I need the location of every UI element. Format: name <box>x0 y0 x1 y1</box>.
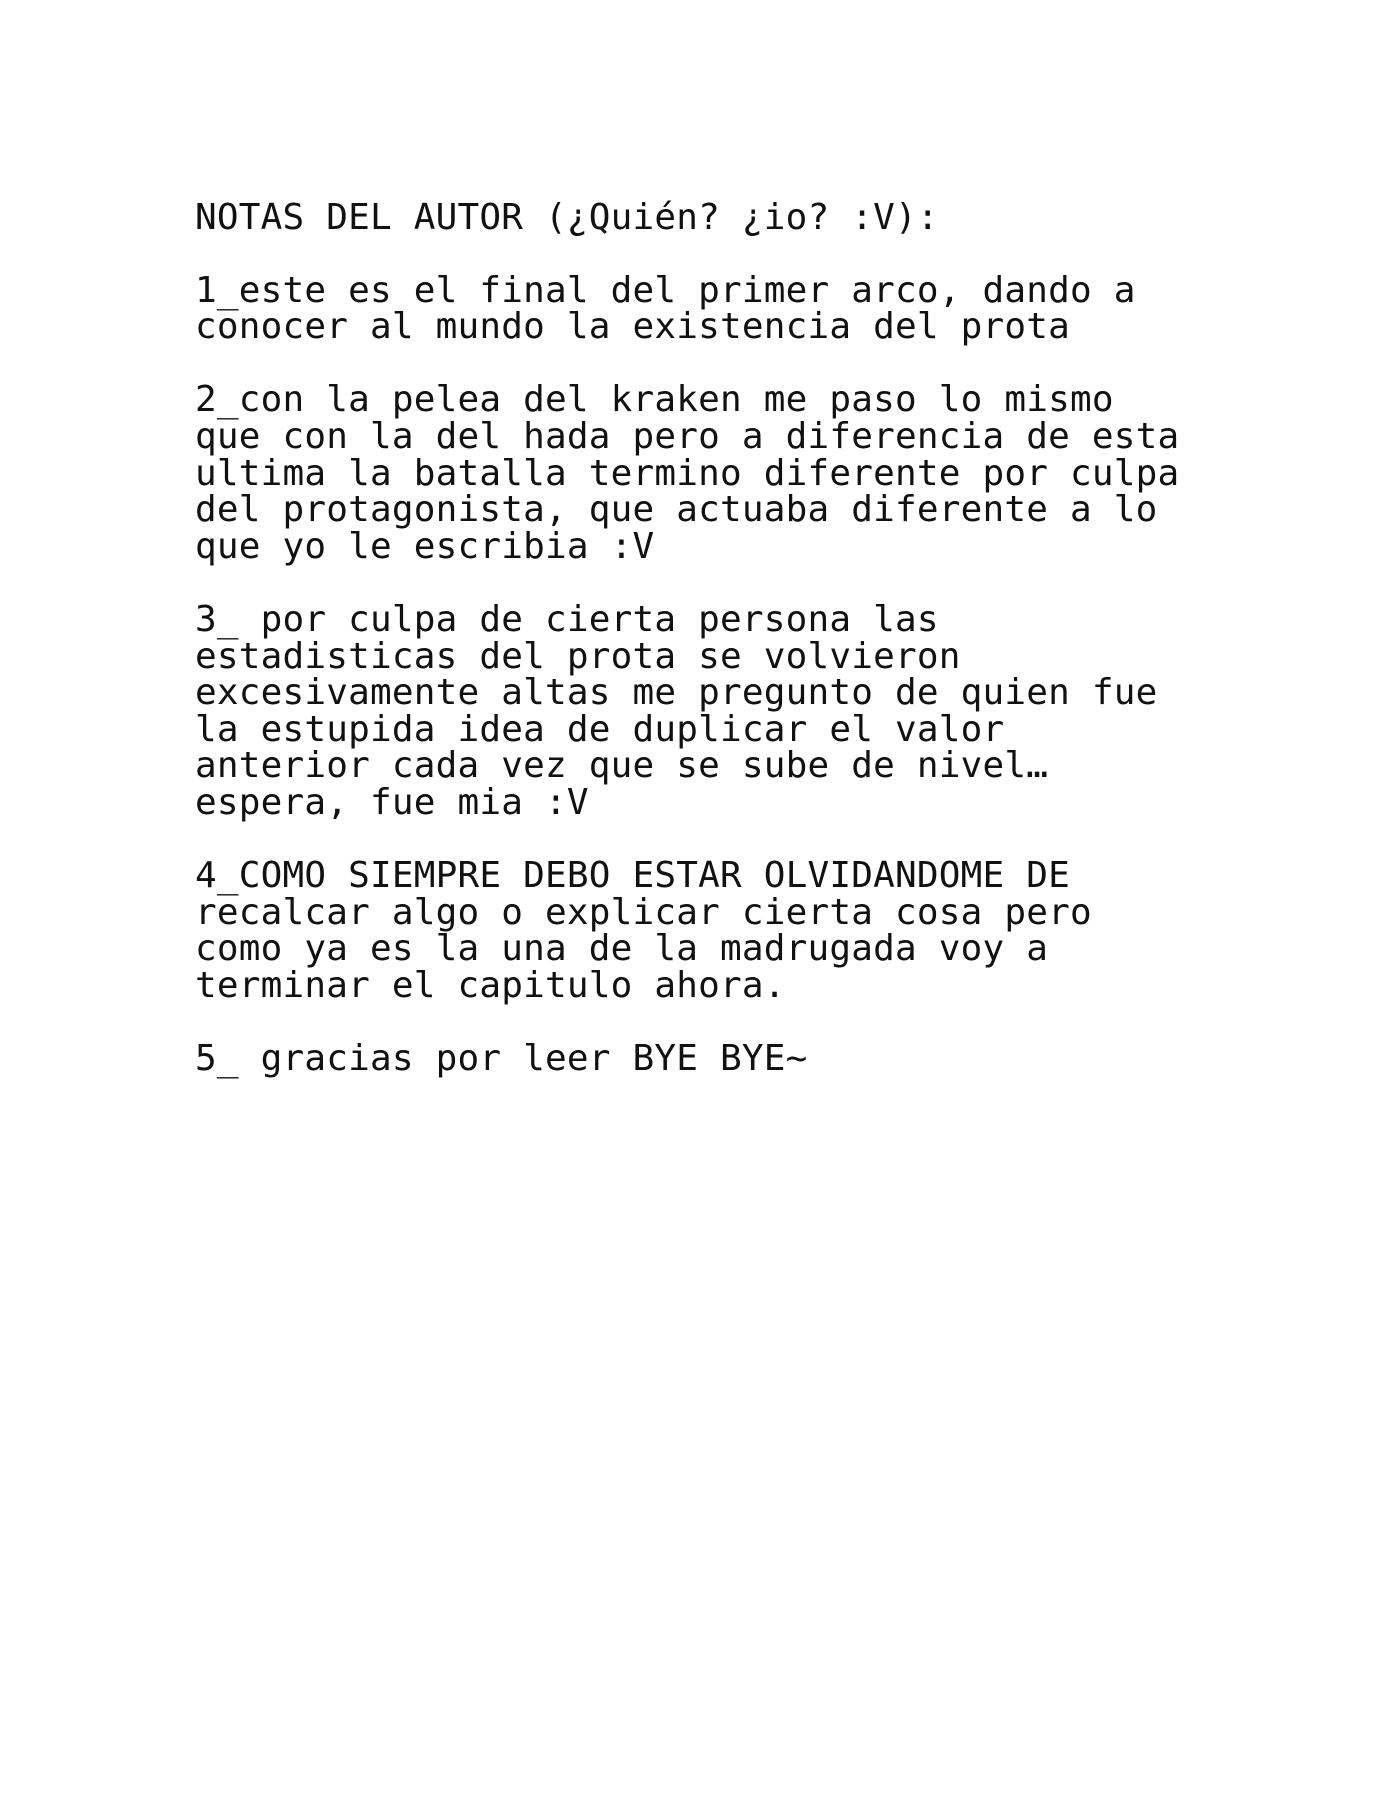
note-5 <box>195 1038 1215 1080</box>
note-line: 3_ por culpa de cierta persona las <box>195 598 939 640</box>
note-line: que yo le escribia :V <box>195 525 655 567</box>
note-line: recalcar algo o explicar cierta cosa pero <box>195 891 1092 933</box>
note-line: que con la del hada pero a diferencia de esta <box>195 415 1180 457</box>
note-line: 4_COMO SIEMPRE DEBO ESTAR OLVIDANDOME DE <box>195 855 1070 897</box>
note-line: ultima la batalla termino diferente por culpa <box>195 452 1180 494</box>
note-line: la estupida idea de duplicar el valor <box>195 708 1005 750</box>
note-line: del protagonista, que actuaba diferente a lo <box>195 489 1158 531</box>
note-3 <box>195 598 1215 823</box>
note-line: 1_este es el final del primer arco, dando a <box>195 269 1136 311</box>
note-line: espera, fue mia :V <box>195 781 589 823</box>
note-line: 2_con la pelea del kraken me paso lo mismo <box>195 379 1114 421</box>
note-line: anterior cada vez que se sube de nivel… <box>195 745 1049 787</box>
note-line: 5_ gracias por leer BYE BYE~ <box>195 1038 808 1080</box>
note-line: como ya es la una de la madrugada voy a <box>195 928 1049 970</box>
notes-title: NOTAS DEL AUTOR (¿Quién? ¿io? :V): <box>195 197 939 238</box>
note-line: conocer al mundo la existencia del prota <box>195 306 1070 348</box>
note-2 <box>195 379 1215 567</box>
author-notes <box>195 197 1215 1114</box>
note-line: excesivamente altas me pregunto de quien fue <box>195 672 1158 714</box>
note-line: estadisticas del prota se volvieron <box>195 635 961 677</box>
note-4 <box>195 855 1215 1006</box>
note-line: terminar el capitulo ahora. <box>195 964 786 1006</box>
note-1 <box>195 269 1215 348</box>
